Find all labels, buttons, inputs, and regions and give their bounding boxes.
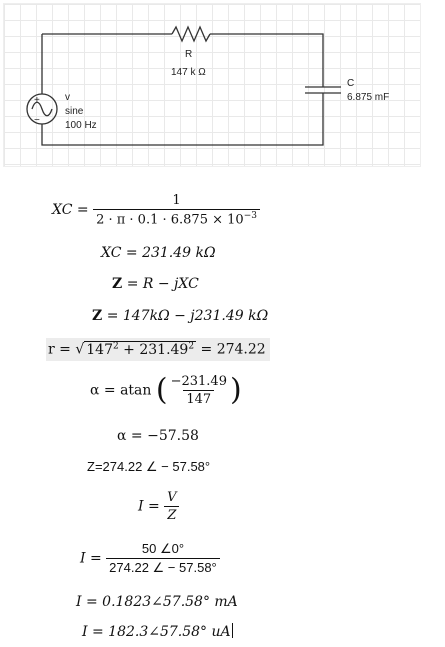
eq-lhs: I = bbox=[80, 550, 102, 567]
resistor-zigzag bbox=[172, 27, 210, 41]
circuit-schematic bbox=[4, 4, 420, 166]
eq-i-substitution bbox=[80, 541, 220, 576]
paren-left: ( bbox=[155, 372, 168, 408]
paren-right: ) bbox=[229, 372, 242, 408]
eq-r-magnitude bbox=[46, 338, 270, 361]
capacitor-name: C bbox=[347, 78, 355, 89]
eq-z-polar: Z=274.22 ∠ − 57.58° bbox=[87, 459, 211, 474]
sqrt-symbol: √ bbox=[75, 341, 85, 358]
eq-alpha-value: α = −57.58 bbox=[117, 428, 199, 444]
exponent: −3 bbox=[243, 211, 257, 221]
eq-z-value bbox=[92, 308, 268, 324]
fraction bbox=[93, 193, 260, 227]
fraction bbox=[164, 490, 179, 523]
text-cursor[interactable] bbox=[232, 623, 233, 638]
fraction-denominator: 274.22 ∠ − 57.58° bbox=[106, 558, 220, 576]
eq-lhs: r = bbox=[48, 341, 71, 358]
fraction-numerator: V bbox=[167, 490, 177, 505]
fraction-numerator: 1 bbox=[172, 193, 181, 208]
eq-lhs: Z bbox=[112, 276, 123, 292]
resistor-name: R bbox=[185, 49, 193, 60]
source-type: sine bbox=[65, 106, 84, 117]
eq-rhs: = R − jXC bbox=[126, 276, 199, 292]
eq-lhs: Z bbox=[92, 308, 103, 324]
fraction-denominator: Z bbox=[164, 506, 179, 523]
wire-right-bottom bbox=[42, 93, 323, 145]
eq-lhs: XC = bbox=[52, 202, 89, 219]
fraction-numerator: −231.49 bbox=[170, 374, 227, 389]
source-frequency: 100 Hz bbox=[65, 120, 97, 131]
fraction-numerator: 50 ∠0° bbox=[141, 541, 185, 556]
eq-result: = 274.22 bbox=[200, 341, 266, 358]
radicand-a: 147 bbox=[86, 341, 113, 358]
eq-lhs: I = bbox=[138, 498, 160, 515]
resistor-value: 147 k Ω bbox=[171, 67, 206, 78]
radicand: $147^2 + 231.49^2$ bbox=[86, 341, 195, 358]
fraction bbox=[168, 374, 230, 407]
eq-z-definition bbox=[112, 276, 199, 292]
circuit-diagram bbox=[3, 3, 421, 167]
denominator-text: 2 · π · 0.1 · 6.875 × 10 bbox=[96, 212, 244, 228]
radicand-b: + 231.49 bbox=[123, 341, 189, 358]
svg-text:+: + bbox=[34, 95, 40, 106]
eq-xc-value: XC = 231.49 kΩ bbox=[101, 245, 216, 261]
eq-i-microamps bbox=[82, 623, 233, 640]
eq-lhs: α = atan bbox=[90, 382, 152, 399]
wire-top-right bbox=[210, 34, 323, 87]
eq-i-milliamps: I = 0.1823∠57.58° mA bbox=[76, 594, 238, 610]
fraction-denominator: 147 bbox=[183, 390, 214, 407]
eq-text: I = 182.3∠57.58° uA bbox=[82, 624, 231, 640]
eq-i-definition bbox=[138, 490, 180, 523]
eq-rhs: = 147kΩ − j231.49 kΩ bbox=[106, 308, 269, 324]
eq-xc-definition bbox=[52, 193, 260, 227]
fraction-denominator bbox=[93, 209, 260, 227]
fraction bbox=[106, 541, 220, 576]
eq-alpha-definition bbox=[90, 374, 242, 407]
capacitor-value: 6.875 mF bbox=[347, 92, 390, 103]
svg-text:−: − bbox=[34, 115, 40, 126]
source-name: v bbox=[65, 92, 70, 103]
